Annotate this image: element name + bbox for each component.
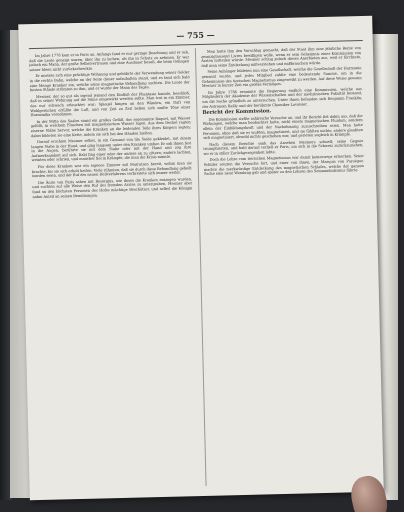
paragraph: Darauf erschien Mesmer selbst, in ein Gewand von lila Seide gekleidet, mit einem langen Stabe in der Hand, und ging langsam unter den Kranken umher. Er sah ihnen fest in die Augen, berührte sie mit dem Stabe oder mit der Hand und zog ihre Aufmerksamkeit auf sich. Bald fing einer oder der andere an zu zittern; andere lachten, weinten oder schrien, und mancher fiel in Krämpfe, die man die Krisis nannte.: [31, 136, 192, 163]
book-page: [18, 16, 384, 501]
left-column: [29, 50, 200, 490]
paragraph: Für diese Kranken war ein eigenes Zimmer mit Matratzen bereit, wohin man sie brachte, bis sie sich erholt hatten. Viele rühmten, daß sie durch diese Behandlung geheilt worden seien, und der Ruf des neuen Heilverfahrens verbreitete sich immer weiter.: [31, 161, 192, 179]
section-heading: Bericht der Kommission.: [202, 108, 272, 117]
paragraph: Die Kommission stellte zahlreiche Versuche an, und ihr Bericht fiel dahin aus, daß die Wirkungen, welche man beobachtet hatte, nicht einem magnetischen Fluidum, sondern allein der Einbildungskraft und der Nachahmung zuzuschreiben seien. Man hatte Personen, ohne daß sie es wußten, magnetisiert, und sie fühlten nichts; andere glaubten sich magnetisiert, obwohl nichts geschehen war, und gerieten sogleich in Krämpfe.: [202, 113, 363, 141]
paragraph: Doch die Lehre vom tierischen Magnetismus war damit keineswegs erloschen. Seine Schüler setzten die Versuche fort, und einer von ihnen, der Marquis von Puységur, machte die merkwürdige Entdeckung des magnetischen Schlafes, welche der ganzen Sache eine neue Wendung gab und später zu den Lehren des Somnambulismus führte.: [203, 154, 364, 177]
paragraph: Nach diesem Berichte sank das Ansehen Mesmers schnell; seine Gegner triumphierten, und bald darauf verließ er Paris, um sich in die Schweiz zurückzuziehen, wo er in stiller Zurückgezogenheit lebte.: [203, 138, 364, 156]
paragraph: Er mietete sich eine prächtige Wohnung und gebührte der Verwendung seiner Gelder in die rechte Bahn, welche an der Seite dieser aufzuhalten stand, und es fand sich bald eine Menge Kranker ein, welche seine magnetische Behandlung suchten. Die Leute der besten Stände strömten zu ihm, und er wurde der Mann des Tages.: [29, 70, 190, 93]
right-column: [201, 46, 372, 486]
paragraph: Seine Anhänger bildeten nun eine Gesellschaft, welche die Gesellschaft der Harmonie genannt wurde, und jedes Mitglied zahlte eine bedeutende Summe, um in die Geheimnisse des tierischen Magnetismus eingeweiht zu werden. Auf diese Weise gewann Mesmer in kurzer Zeit ein großes Vermögen.: [201, 66, 362, 89]
paragraph: In der Mitte des Saales stand ein großes Gefäß, das sogenannte Baquet, mit Wasser gefüllt, in welchem Flaschen mit magnetisiertem Wasser lagen. Aus dem Deckel ragten eiserne Stäbe hervor, welche die Kranken an die leidenden Teile ihres Körpers legten; dabei bildeten sie eine Kette, indem sie sich bei den Händen hielten.: [30, 115, 191, 138]
paragraph: Mesmer, der so gut als irgend jemand den Einfluß der Phantasie kannte, beschloß, daß in seiner Wohnung auf die Sinne eingewirkt werden sollte. Man trat in ein Zimmer, das nur schwach erleuchtet war; Spiegel hingen an den Wänden, ein Duft von Wohlgerüchen erfüllte die Luft, und von Zeit zu Zeit ließen sich sanfte Töne einer Harmonika vernehmen.: [30, 90, 191, 118]
paragraph: Die Ärzte von Paris sahen mit Besorgnis, wie ihnen die Kranken entzogen wurden, und suchten auf alle Weise den Ruf des fremden Arztes zu untergraben. Mesmer aber fand an den höchsten Personen des Hofes mächtige Beschützer, und selbst die Königin nahm Anteil an seinen Bemühungen.: [32, 177, 193, 199]
paragraph: Im Jahre 1784 ernannte die Regierung endlich eine Kommission, welche aus Mitgliedern der Akademie der Wissenschaften und der medizinischen Fakultät bestand, um die Sache gründlich zu untersuchen. Unter ihnen befanden sich Benjamin Franklin, der Astronom Bailly und der berühmte Chemiker Lavoisier.: [202, 86, 363, 109]
page-number: — 755 —: [176, 29, 215, 41]
paragraph: Man hatte ihm den Vorschlag gemacht, daß der Staat ihm eine jährliche Rente von zwanzigtausend Livres bewilligen wolle, wenn er sein Geheimnis einer Kommission von Ärzten mitteilen würde. Mesmer schlug jedoch dieses Anerbieten aus, weil er fürchtete, daß man seine Entdeckung mißverstehen und mißbrauchen würde.: [201, 46, 362, 68]
paragraph: Im Jahre 1778 kam er in Paris an. Anfangs fand er nur geringe Beachtung und er sah, daß die Leute geneigt waren, über ihn zu lachen, als ihn in Schutz zu nehmen. Er war jedoch ein Mann, der große Selbstvertrauen und eine Ausdauer besaß, die beim Gelingen seiner Ideen nicht zurückschreckte.: [29, 50, 190, 72]
